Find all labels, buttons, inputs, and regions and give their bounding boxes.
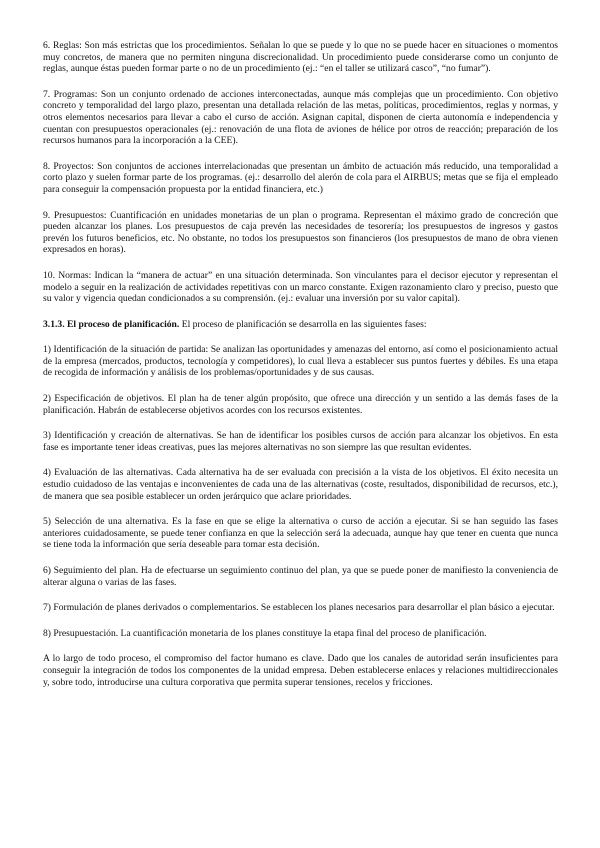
section-title: El proceso de planificación. <box>67 318 180 330</box>
paragraph-reglas: 6. Reglas: Son más estrictas que los procedimientos. Señalan lo que se puede y lo que no se puede hacer en situaciones o momentos muy concretos, de manera que no permiten ninguna discrecionalidad. Un procedimiento puede considerarse como un conjunto de reglas, aunque éstas pueden formar parte o no de un procedimiento (ej.: “en el taller se utilizará casco”, “no fumar”). <box>43 40 558 75</box>
phase-4: 4) Evaluación de las alternativas. Cada alternativa ha de ser evaluada con precisión a la vista de los objetivos. El éxito necesita un estudio cuidadoso de las ventajas e inconvenientes de cada una de las alternativas (coste, resultados, disponibilidad de recursos, etc.), de manera que sea posible establecer un orden jerárquico que aclare prioridades. <box>43 467 558 502</box>
section-number: 3.1.3. <box>43 318 65 330</box>
phase-7: 7) Formulación de planes derivados o complementarios. Se establecen los planes necesarios para desarrollar el plan básico a ejecutar. <box>43 602 555 614</box>
document-page <box>43 40 558 702</box>
phase-2: 2) Especificación de objetivos. El plan ha de tener algún propósito, que ofrece una dirección y un sentido a las demás fases de la planificación. Habrán de establecerse objetivos acordes con los recursos existentes. <box>43 393 558 416</box>
phase-8: 8) Presupuestación. La cuantificación monetaria de los planes constituye la etapa final del proceso de planificación. <box>43 627 487 639</box>
paragraph-normas: 10. Normas: Indican la “manera de actuar” en una situación determinada. Son vinculantes para el decisor ejecutor y representan el modelo a seguir en la realización de actividades repetitivas con un marco constante. Exigen razonamiento claro y preciso, puesto que su valor y vigencia quedan condicionados a su comprensión. (ej.: evaluar una inversión por su valor capital). <box>43 269 558 305</box>
phase-3: 3) Identificación y creación de alternativas. Se han de identificar los posibles cursos de acción para alcanzar los objetivos. En esta fase es importante tener ideas creativas, pues las mejores alternativas no son siempre las que resultan evidentes. <box>43 430 558 453</box>
paragraph-presupuestos: 9. Presupuestos: Cuantificación en unidades monetarias de un plan o programa. Representan el máximo grado de concreción que pueden alcanzar los planes. Los presupuestos de caja prevén las necesidades de tesorería; los presupuestos de ingresos y gastos prevén los futuros beneficios, etc. No obstante, no todos los presupuestos son financieros (los presupuestos de mano de obra vienen expresados en horas). <box>43 209 558 256</box>
phase-6: 6) Seguimiento del plan. Ha de efectuarse un seguimiento continuo del plan, ya que se puede poner de manifiesto la conveniencia de alterar alguna o varias de las fases. <box>43 565 558 588</box>
section-intro: El proceso de planificación se desarrolla en las siguientes fases: <box>181 318 427 330</box>
section-heading <box>43 319 558 331</box>
paragraph-proyectos: 8. Proyectos: Son conjuntos de acciones interrelacionadas que presentan un ámbito de actuación más reducido, una temporalidad a corto plazo y suelen formar parte de los programas. (ej.: desarrollo del alerón de cola para el AIRBUS; metas que se fija el empleado para conseguir la compensación propuesta por la entidad financiera, etc.) <box>43 160 558 195</box>
closing-paragraph: A lo largo de todo proceso, el compromiso del factor humano es clave. Dado que los canales de autoridad serán insuficientes para conseguir la integración de todos los componentes de la unidad empresa. Deben establecerse enlaces y relaciones multidireccionales y, sobre todo, introducirse una cultura corporativa que permita superar tensiones, recelos y fricciones. <box>43 653 558 688</box>
phase-5: 5) Selección de una alternativa. Es la fase en que se elige la alternativa o curso de acción a ejecutar. Si se han seguido las fases anteriores cuidadosamente, se puede tener confianza en que la selección será la adecuada, aunque hay que tener en cuenta que nunca se tiene toda la información que sería deseable para tomar esta decisión. <box>43 516 558 551</box>
phase-1: 1) Identificación de la situación de partida: Se analizan las oportunidades y amenazas del entorno, así como el posicionamiento actual de la empresa (mercados, productos, tecnología y competidores), lo cual lleva a establecer sus puntos fuertes y débiles. Es una etapa de recogida de información y análisis de los problemas/oportunidades y de sus causas. <box>43 344 558 379</box>
paragraph-programas: 7. Programas: Son un conjunto ordenado de acciones interconectadas, aunque más complejas que un procedimiento. Con objetivo concreto y temporalidad del largo plazo, presentan una detallada relación de las metas, políticas, procedimientos, reglas y normas, y otros elementos necesarios para llevar a cabo el curso de acción. Asignan capital, disponen de cierta autonomía e independencia y cuentan con presupuestos operacionales (ej.: renovación de una flota de aviones de hélice por otros de reacción; preparación de los recursos humanos para la incorporación a la CEE). <box>43 88 558 147</box>
